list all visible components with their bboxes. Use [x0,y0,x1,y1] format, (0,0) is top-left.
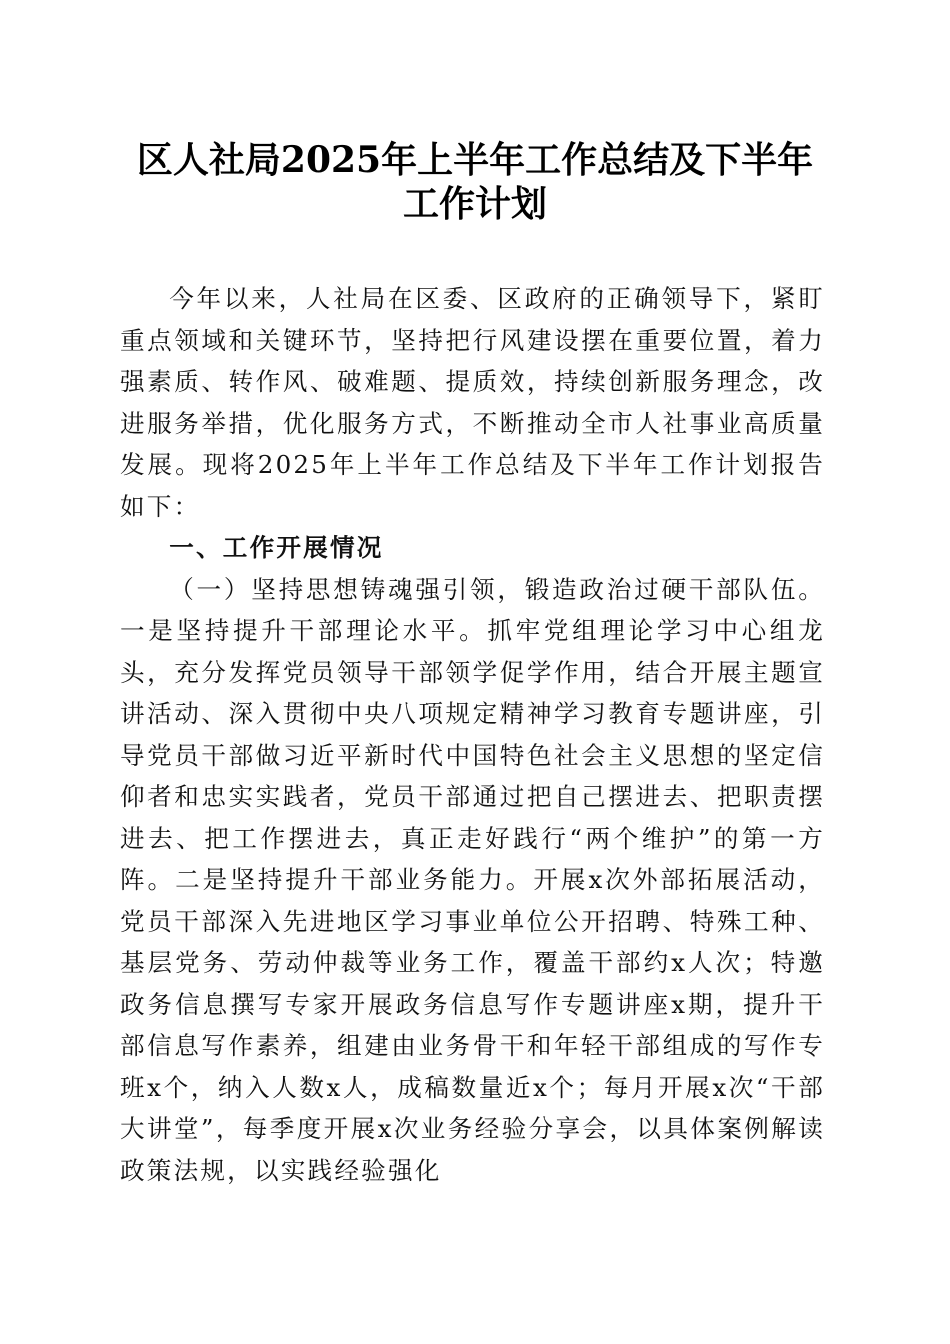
body-paragraph: （一）坚持思想铸魂强引领，锻造政治过硬干部队伍。一是坚持提升干部理论水平。抓牢党组理论学习中心组龙头，充分发挥党员领导干部领学促学作用，结合开展主题宣讲活动、深入贯彻中央八项规定精神学习教育专题讲座，引导党员干部做习近平新时代中国特色社会主义思想的坚定信仰者和忠实实践者，党员干部通过把自己摆进去、把职责摆进去、把工作摆进去，真正走好践行“两个维护”的第一方阵。二是坚持提升干部业务能力。开展x次外部拓展活动，党员干部深入先进地区学习事业单位公开招聘、特殊工种、基层党务、劳动仲裁等业务工作，覆盖干部约x人次；特邀政务信息撰写专家开展政务信息写作专题讲座x期，提升干部信息写作素养，组建由业务骨干和年轻干部组成的写作专班x个，纳入人数x人，成稿数量近x个；每月开展x次“干部大讲堂”，每季度开展x次业务经验分享会，以具体案例解读政策法规，以实践经验强化 [120,574,825,1185]
document-body [120,278,825,1191]
document-title: 区人社局2025年上半年工作总结及下半年工作计划 [136,139,814,225]
section-heading: 一、工作开展情况 [169,533,384,562]
intro-paragraph: 今年以来，人社局在区委、区政府的正确领导下，紧盯重点领域和关键环节，坚持把行风建设摆在重要位置，着力强素质、转作风、破难题、提质效，持续创新服务理念，改进服务举措，优化服务方式，不断推动全市人社事业高质量发展。现将2025年上半年工作总结及下半年工作计划报告如下： [120,284,825,521]
